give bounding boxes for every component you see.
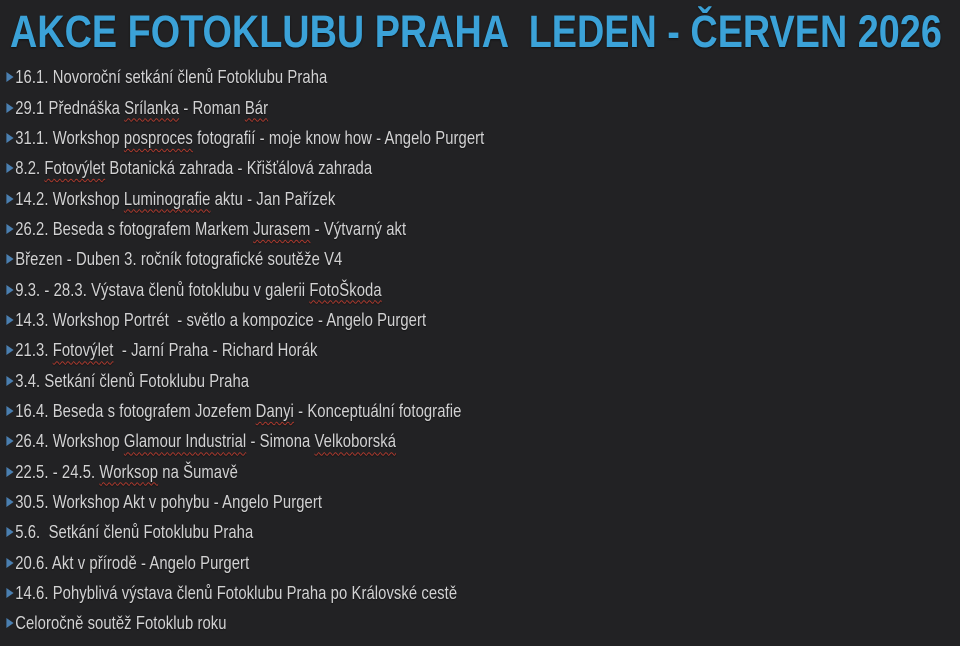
event-text — [15, 612, 226, 634]
bullet-triangle-icon — [6, 103, 13, 113]
event-text-segment: 16.4. Beseda s fotografem Jozefem — [15, 399, 256, 421]
bullet-triangle-icon — [6, 467, 13, 477]
event-text — [15, 582, 457, 604]
event-text-segment: 22.5. - 24.5. — [15, 460, 100, 482]
event-text-segment: 14.3. Workshop Portrét - světlo a kompozice - Angelo Purgert — [15, 308, 427, 330]
misspelled-word: Luminografie — [123, 187, 211, 209]
list-item — [0, 608, 768, 638]
event-text-segment: Celoročně soutěž Fotoklub roku — [15, 612, 227, 634]
event-text — [15, 218, 406, 240]
event-text — [15, 157, 372, 179]
event-text — [15, 279, 381, 301]
event-text — [15, 400, 461, 422]
event-text-segment: - Konceptuální fotografie — [293, 399, 462, 421]
bullet-triangle-icon — [6, 588, 13, 598]
bullet-triangle-icon — [6, 497, 13, 507]
event-text-segment: 14.2. Workshop — [15, 187, 124, 209]
bullet-triangle-icon — [6, 345, 13, 355]
list-item — [0, 578, 768, 608]
bullet-triangle-icon — [6, 224, 13, 234]
bullet-triangle-icon — [6, 436, 13, 446]
list-item — [0, 305, 768, 335]
list-item — [0, 426, 768, 456]
event-text-segment: 31.1. Workshop — [15, 126, 124, 148]
list-item — [0, 214, 768, 244]
event-text-segment: Březen - Duben 3. ročník fotografické soutěže V4 — [15, 248, 343, 270]
bullet-triangle-icon — [6, 285, 13, 295]
event-text — [15, 127, 484, 149]
bullet-triangle-icon — [6, 254, 13, 264]
bullet-triangle-icon — [6, 72, 13, 82]
event-text-segment: fotografií - moje know how - Angelo Purgert — [192, 126, 485, 148]
slide-title: AKCE FOTOKLUBU PRAHA LEDEN - ČERVEN 2026 — [10, 6, 942, 57]
event-text — [15, 248, 342, 270]
bullet-triangle-icon — [6, 527, 13, 537]
list-item — [0, 92, 768, 122]
event-text-segment: na Šumavě — [158, 460, 238, 482]
misspelled-word: Bár — [244, 96, 269, 118]
event-text-segment: 30.5. Workshop Akt v pohybu - Angelo Purgert — [15, 490, 323, 512]
event-text-segment: 5.6. Setkání členů Fotoklubu Praha — [15, 521, 254, 543]
misspelled-word: posproces — [123, 126, 193, 148]
misspelled-word: Velkoborská — [314, 430, 397, 452]
event-text-segment: Botanická zahrada - Křišťálová zahrada — [105, 157, 373, 179]
list-item — [0, 365, 768, 395]
event-text-segment: - Roman — [179, 96, 245, 118]
event-text-segment: 8.2. — [15, 157, 45, 179]
event-text-segment: 9.3. - 28.3. Výstava členů fotoklubu v galerii — [15, 278, 310, 300]
bullet-triangle-icon — [6, 558, 13, 568]
misspelled-word: Danyi — [255, 399, 294, 421]
list-item — [0, 62, 768, 92]
bullet-triangle-icon — [6, 163, 13, 173]
misspelled-word: Srílanka — [124, 96, 180, 118]
event-text-segment: 26.2. Beseda s fotografem Markem — [15, 217, 254, 239]
event-text-segment: - Výtvarný akt — [310, 217, 407, 239]
bullet-triangle-icon — [6, 406, 13, 416]
list-item — [0, 123, 768, 153]
event-text — [15, 188, 335, 210]
list-item — [0, 274, 768, 304]
list-item — [0, 244, 768, 274]
event-text-segment: 21.3. — [15, 339, 53, 361]
event-list — [0, 62, 960, 639]
bullet-triangle-icon — [6, 194, 13, 204]
event-text-segment: - Simona — [246, 430, 315, 452]
event-text — [15, 430, 396, 452]
event-text-segment: 16.1. Novoroční setkání členů Fotoklubu Praha — [15, 66, 328, 88]
event-text-segment: 3.4. Setkání členů Fotoklubu Praha — [15, 369, 250, 391]
list-item — [0, 335, 768, 365]
misspelled-word: Jurasem — [253, 217, 311, 239]
event-text-segment: 20.6. Akt v přírodě - Angelo Purgert — [15, 551, 250, 573]
event-text — [15, 339, 317, 361]
list-item — [0, 487, 768, 517]
event-text — [15, 521, 253, 543]
event-text — [15, 461, 238, 483]
list-item — [0, 153, 768, 183]
misspelled-word: FotoŠkoda — [309, 278, 382, 300]
event-text — [15, 309, 426, 331]
event-text — [15, 370, 249, 392]
event-text-segment: aktu - Jan Pařízek — [210, 187, 336, 209]
event-text-segment: 26.4. Workshop — [15, 430, 124, 452]
list-item — [0, 517, 768, 547]
event-text-segment: - Jarní Praha - Richard Horák — [113, 339, 318, 361]
event-text-segment: 14.6. Pohyblivá výstava členů Fotoklubu Praha po Královské cestě — [15, 582, 458, 604]
bullet-triangle-icon — [6, 376, 13, 386]
event-text — [15, 66, 327, 88]
misspelled-word: Fotovýlet — [44, 157, 106, 179]
list-item — [0, 396, 768, 426]
list-item — [0, 456, 768, 486]
event-text — [15, 491, 322, 513]
bullet-triangle-icon — [6, 133, 13, 143]
event-text — [15, 552, 249, 574]
event-text-segment: 29.1 Přednáška — [15, 96, 125, 118]
list-item — [0, 183, 768, 213]
misspelled-word: Glamour Industrial — [123, 430, 247, 452]
misspelled-word: Fotovýlet — [52, 339, 114, 361]
list-item — [0, 548, 768, 578]
bullet-triangle-icon — [6, 618, 13, 628]
misspelled-word: Worksop — [99, 460, 159, 482]
bullet-triangle-icon — [6, 315, 13, 325]
event-text — [15, 97, 268, 119]
